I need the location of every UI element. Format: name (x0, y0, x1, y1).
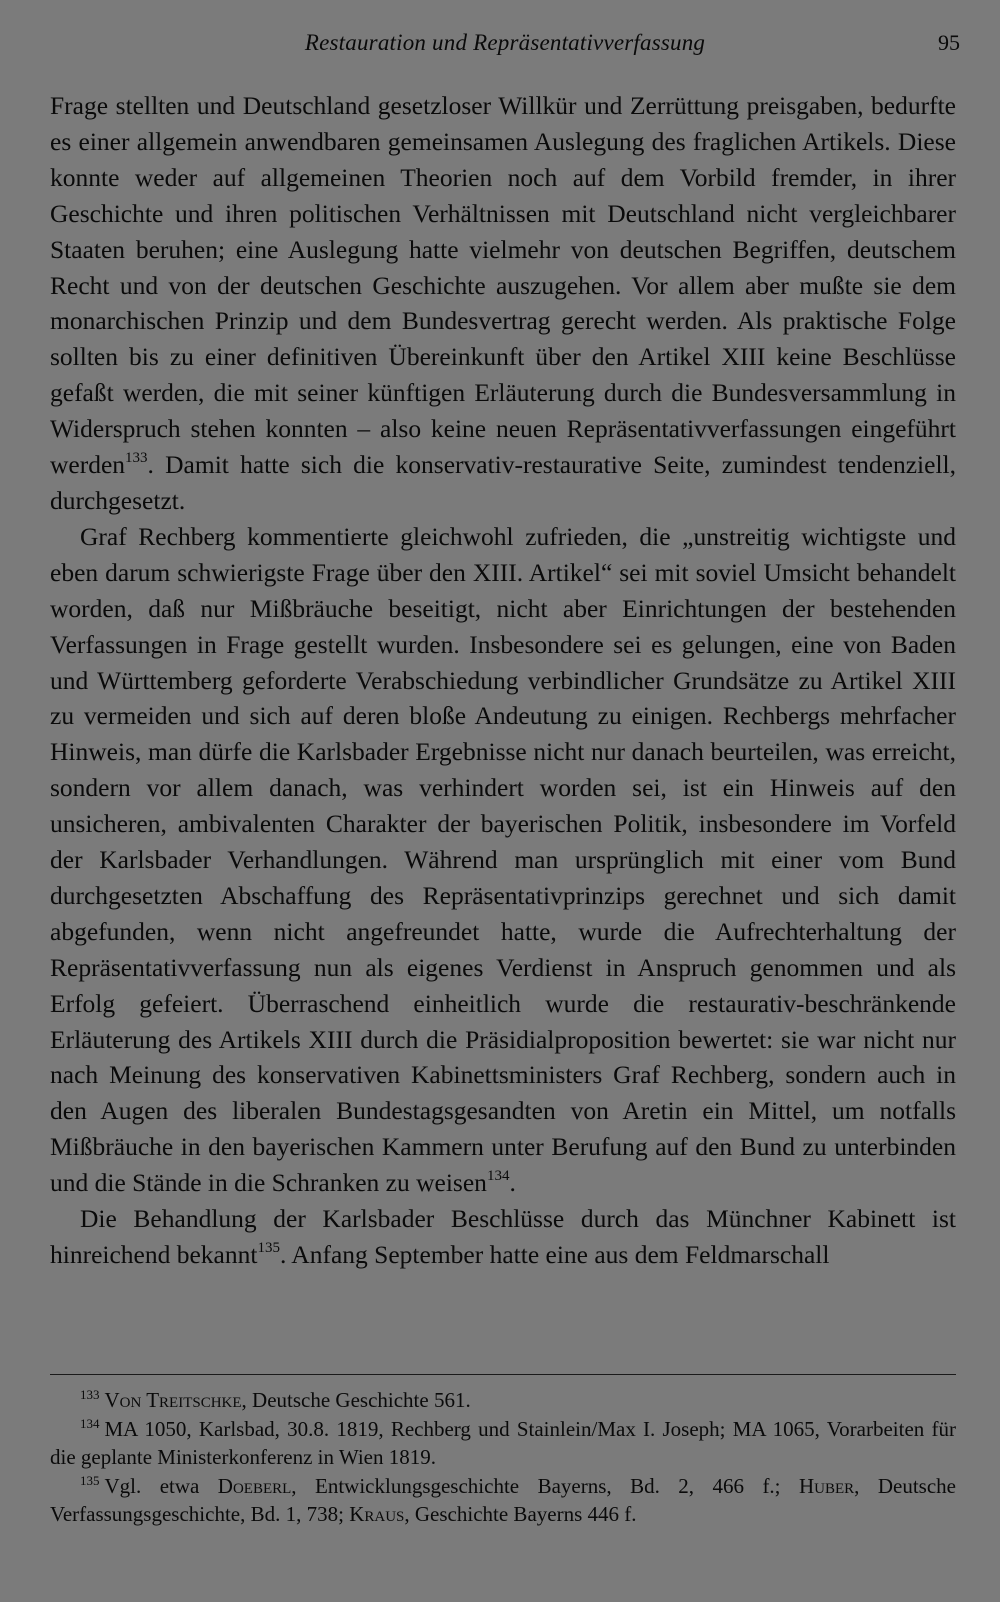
paragraph-1 (50, 88, 956, 519)
paragraph-3 (50, 1201, 956, 1273)
author-name: Kraus (349, 1502, 405, 1526)
page-number: 95 (938, 30, 960, 55)
paragraph-text: . Damit hatte sich die konservativ-restaurative Seite, zumindest tendenziell, durchgesetzt. (50, 450, 956, 515)
footnote-ref-133[interactable]: 133 (125, 449, 148, 466)
footnote-text: Vgl. etwa (104, 1473, 218, 1498)
paragraph-text: Frage stellten und Deutschland gesetzloser Willkür und Zerrüttung preisgaben, bedurfte es einer allgemein anwendbaren gemeinsamen Auslegung des fraglichen Artikels. Diese konnte weder auf allgemeinen Theorien noch auf dem Vorbild fremder, in ihrer Geschichte und ihren politischen Verhältnissen mit Deutschland nicht vergleichbarer Staaten beruhen; eine Auslegung hatte vielmehr von deutschen Begriffen, deutschem Recht und von der deutschen Geschichte auszugehen. Vor allem aber mußte sie dem monarchischen Prinzip und dem Bundesvertrag gerecht werden. Als praktische Folge sollten bis zu einer definitiven Übereinkunft über den Artikel XIII keine Beschlüsse gefaßt werden, die mit seiner künftigen Erläuterung durch die Bundesversammlung in Widerspruch stehen konnten – also keine neuen Repräsentativverfassungen eingeführt werden (50, 91, 956, 480)
footnote-text: , Geschichte Bayerns 446 f. (404, 1502, 637, 1526)
footnote-text: , Deutsche Verfassungsgeschichte, Bd. 1, 738; (50, 1473, 956, 1526)
author-name: Doeberl (217, 1473, 292, 1498)
body-text (50, 88, 956, 1273)
footnote-number: 134 (80, 1415, 100, 1431)
footnote-divider (50, 1374, 956, 1375)
author-name: Von Treitschke (104, 1388, 242, 1412)
paragraph-text: . Anfang September hatte eine aus dem Feldmarschall (279, 1240, 830, 1269)
author-name: Huber (798, 1473, 855, 1498)
footnote-135 (50, 1472, 956, 1529)
footnote-number: 133 (80, 1387, 100, 1402)
footnote-ref-135[interactable]: 135 (257, 1239, 280, 1256)
footnote-text: MA 1050, Karlsbad, 30.8. 1819, Rechberg und Stainlein/Max I. Joseph; MA 1065, Vorarbeiten für die geplante Ministerkonferenz in Wien 1819. (50, 1416, 956, 1469)
footnote-text: , Entwicklungsgeschichte Bayerns, Bd. 2, 466 f.; (291, 1473, 799, 1498)
footnotes (50, 1386, 956, 1529)
footnote-ref-134[interactable]: 134 (486, 1167, 510, 1184)
paragraph-text: Die Behandlung der Karlsbader Beschlüsse durch das Münchner Kabinett ist hinreichend bekannt (50, 1204, 956, 1269)
footnote-number: 135 (80, 1472, 100, 1488)
running-title: Restauration und Repräsentativverfassung (304, 30, 706, 55)
paragraph-2 (50, 519, 956, 1201)
footnote-133 (50, 1386, 956, 1415)
paragraph-text: . (509, 1168, 516, 1198)
running-head (50, 26, 960, 60)
footnote-text: , Deutsche Geschichte 561. (241, 1388, 471, 1412)
paragraph-text: Graf Rechberg kommentierte gleichwohl zufrieden, die „unstreitig wichtigste und eben darum schwierigste Frage über den XIII. Artikel“ sei mit soviel Umsicht behandelt worden, daß nur Mißbräuche beseitigt, nicht aber Einrichtungen der bestehenden Verfassungen in Frage gestellt wurden. Insbesondere sei es gelungen, eine von Baden und Württemberg geforderte Verabschiedung verbindlicher Grundsätze zu Artikel XIII zu vermeiden und sich auf deren bloße Andeutung zu einigen. Rechbergs mehrfacher Hinweis, man dürfe die Karlsbader Ergebnisse nicht nur danach beurteilen, was erreicht, sondern vor allem danach, was verhindert worden sei, ist ein Hinweis auf den unsicheren, ambivalenten Charakter der bayerischen Politik, insbesondere im Vorfeld der Karlsbader Verhandlungen. Während man ursprünglich mit einer vom Bund durchgesetzten Abschaffung des Repräsentativprinzips gerechnet und sich damit abgefunden, wenn nicht angefreundet hatte, wurde die Aufrechterhaltung der Repräsentativverfassung nun als eigenes Verdienst in Anspruch genommen und als Erfolg gefeiert. Überraschend einheitlich wurde die restaurativ-beschränkende Erläuterung des Artikels XIII durch die Präsidialproposition bewertet: sie war nicht nur nach Meinung des konservativen Kabinettsministers Graf Rechberg, sondern auch in den Augen des liberalen Bundestagsgesandten von Aretin ein Mittel, um notfalls Mißbräuche in den bayerischen Kammern unter Berufung auf den Bund zu unterbinden und die Stände in die Schranken zu weisen (50, 521, 956, 1198)
footnote-134 (50, 1415, 956, 1472)
